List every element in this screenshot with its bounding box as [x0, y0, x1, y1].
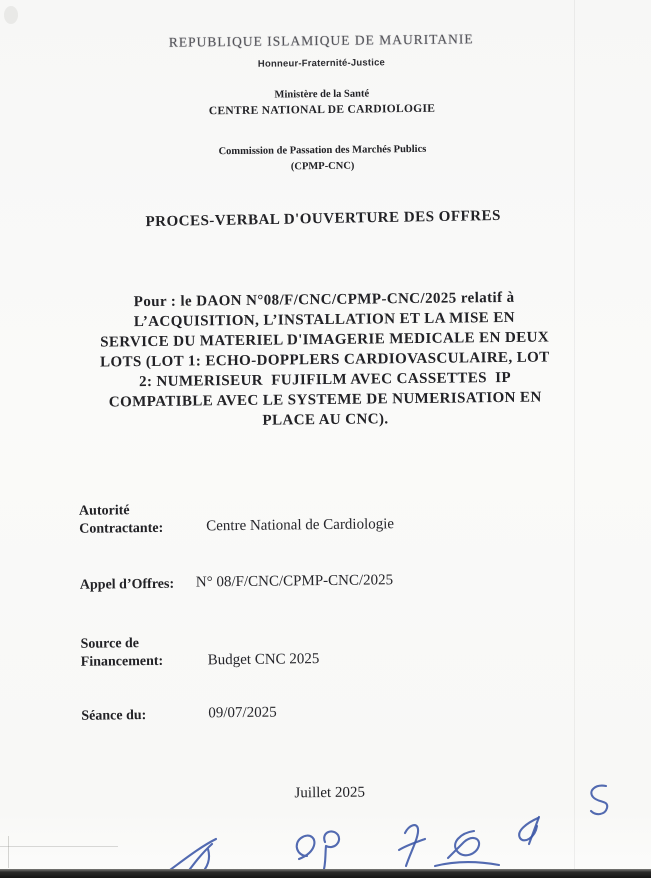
subject-line: COMPATIBLE AVEC LE SYSTEME DE NUMERISATION EN — [108, 389, 542, 411]
scanner-edge-band — [0, 869, 651, 878]
signature-mark-4 — [433, 827, 501, 871]
subject-line: 2: NUMERISEUR FUJIFILM AVEC CASSETTES IP — [138, 369, 512, 391]
header-commission: Commission de Passation des Marchés Publics — [218, 143, 427, 158]
subject-paragraph — [54, 287, 597, 433]
field-value-seance-du: 09/07/2025 — [208, 704, 277, 722]
field-label-source-financement: Source de Financement: — [80, 636, 164, 670]
header-commission-abbr: (CPMP-CNC) — [290, 160, 355, 173]
field-label-seance-du: Séance du: — [81, 708, 147, 724]
subject-line: Pour : le DAON N°08/F/CNC/CPMP-CNC/2025 relatif à — [133, 289, 515, 311]
header-institution: CENTRE NATIONAL DE CARDIOLOGIE — [208, 102, 436, 118]
footer-date: Juillet 2025 — [294, 784, 366, 802]
signature-mark-6 — [581, 783, 613, 817]
subject-line: PLACE AU CNC). — [262, 411, 389, 429]
header-motto: Honneur-Fraternité-Justice — [257, 57, 386, 70]
header-country: REPUBLIQUE ISLAMIQUE DE MAURITANIE — [168, 31, 474, 50]
paper-crease-vertical — [574, 0, 575, 878]
paper-crease-horizontal — [0, 846, 118, 847]
page-title: PROCES-VERBAL D'OUVERTURE DES OFFRES — [145, 207, 502, 231]
signature-mark-3 — [396, 821, 428, 869]
subject-line: L’ACQUISITION, L’INSTALLATION ET LA MISE EN — [133, 309, 516, 331]
field-value-appel-offres: N° 08/F/CNC/CPMP-CNC/2025 — [195, 572, 394, 591]
header-ministry: Ministère de la Santé — [274, 88, 370, 101]
field-label-autorite-contractante: Autorité Contractante: — [78, 503, 164, 537]
field-value-autorite-contractante: Centre National de Cardiologie — [206, 516, 395, 535]
subject-line: LOTS (LOT 1: ECHO-DOPPLERS CARDIOVASCULAIRE, LOT — [99, 349, 550, 371]
field-value-source-financement: Budget CNC 2025 — [207, 651, 320, 669]
subject-line: SERVICE DU MATERIEL D'IMAGERIE MEDICALE EN DEUX — [100, 329, 550, 351]
scan-smudge — [4, 6, 18, 24]
signature-mark-5 — [511, 815, 543, 847]
paper-edge-line — [8, 836, 9, 868]
field-label-appel-offres: Appel d’Offres: — [79, 576, 175, 593]
